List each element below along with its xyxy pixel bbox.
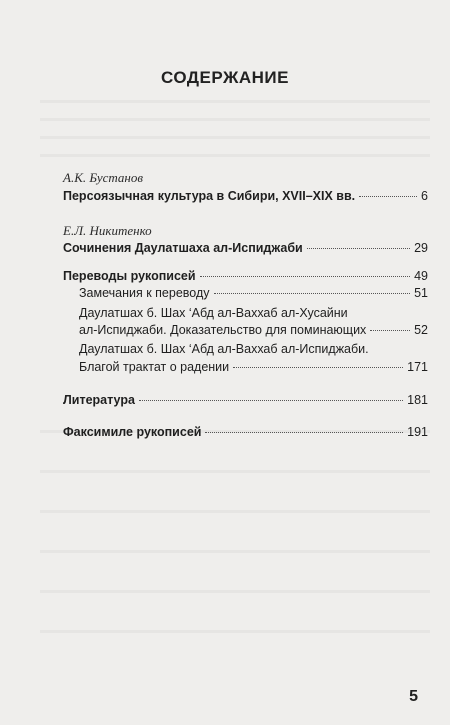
toc-subentry-title: ал-Испиджаби. Доказательство для поминающих bbox=[79, 323, 367, 337]
toc-entry-title: Сочинения Даулатшаха ал-Испиджаби bbox=[63, 241, 303, 255]
bleed-through-line bbox=[40, 510, 430, 513]
toc-entry-page: 181 bbox=[407, 393, 428, 407]
leader-dots bbox=[200, 276, 411, 277]
toc-entry-page: 49 bbox=[414, 269, 428, 283]
bleed-through-line bbox=[40, 118, 430, 121]
toc-entry-page: 29 bbox=[414, 241, 428, 255]
toc-subentry[interactable] bbox=[79, 285, 428, 302]
leader-dots bbox=[139, 400, 403, 401]
toc-subentry-page: 51 bbox=[414, 286, 428, 300]
leader-dots bbox=[214, 293, 411, 294]
toc-entry-title: Персоязычная культура в Сибири, XVII–XIX вв. bbox=[63, 189, 356, 203]
page-number: 5 bbox=[409, 688, 418, 705]
toc-entry-title: Литература bbox=[63, 393, 135, 407]
section-author: Е.Л. Никитенко bbox=[63, 223, 152, 238]
leader-dots bbox=[370, 330, 410, 331]
toc-entry[interactable] bbox=[63, 392, 428, 409]
toc-entry[interactable] bbox=[63, 268, 428, 285]
toc-subentry[interactable] bbox=[79, 359, 428, 376]
toc-subentry-title-line[interactable]: Даулатшах б. Шах ‘Абд ал-Ваххаб ал-Испиджаби. bbox=[79, 342, 369, 356]
toc-subentry-page: 171 bbox=[407, 360, 428, 374]
bleed-through-line bbox=[40, 550, 430, 553]
toc-entry-title: Факсимиле рукописей bbox=[63, 425, 202, 439]
toc-entry[interactable] bbox=[63, 240, 428, 257]
toc-entry-page: 191 bbox=[407, 425, 428, 439]
toc-subentry-title-line[interactable]: Даулатшах б. Шах ‘Абд ал-Ваххаб ал-Хусайни bbox=[79, 306, 348, 320]
toc-entry[interactable] bbox=[63, 188, 428, 205]
toc-entry-page: 6 bbox=[421, 189, 428, 203]
bleed-through-line bbox=[40, 470, 430, 473]
toc-subentry[interactable] bbox=[79, 322, 428, 339]
toc-entry[interactable] bbox=[63, 424, 428, 441]
leader-dots bbox=[233, 367, 403, 368]
toc-subentry-title: Благой трактат о радении bbox=[79, 360, 230, 374]
bleed-through-line bbox=[40, 630, 430, 633]
leader-dots bbox=[359, 196, 417, 197]
toc-entry-title: Переводы рукописей bbox=[63, 269, 196, 283]
bleed-through-line bbox=[40, 136, 430, 139]
bleed-through-line bbox=[40, 590, 430, 593]
page-title: СОДЕРЖАНИЕ bbox=[161, 68, 289, 87]
toc-subentry-title: Замечания к переводу bbox=[79, 286, 210, 300]
leader-dots bbox=[205, 432, 403, 433]
bleed-through-line bbox=[40, 154, 430, 157]
section-author: А.К. Бустанов bbox=[63, 170, 144, 185]
leader-dots bbox=[307, 248, 410, 249]
bleed-through-line bbox=[40, 100, 430, 103]
toc-subentry-page: 52 bbox=[414, 323, 428, 337]
